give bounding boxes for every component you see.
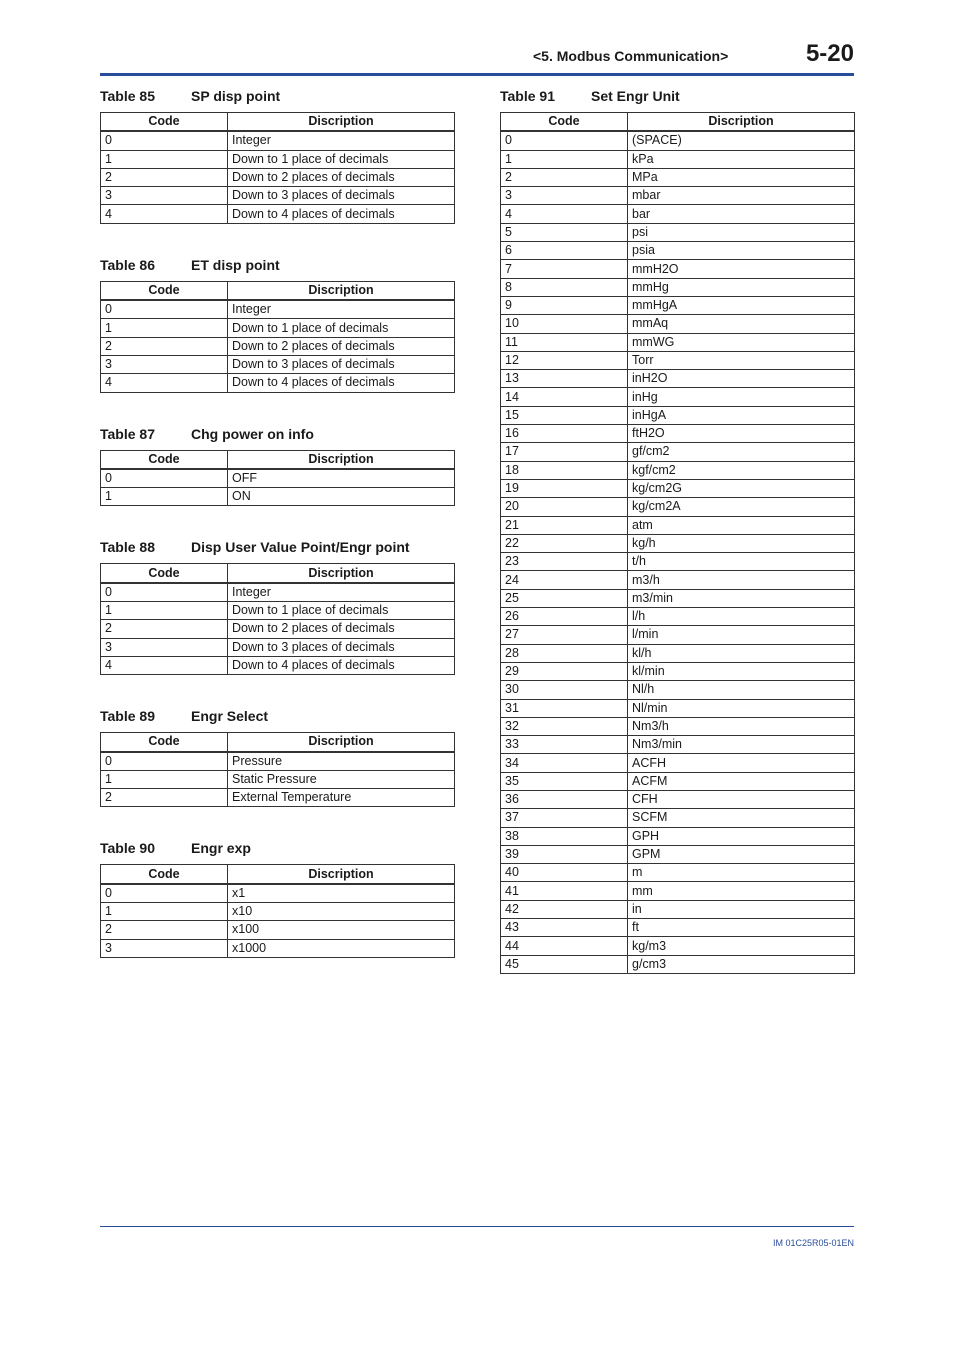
code-cell: 20: [501, 498, 628, 516]
code-cell: 43: [501, 919, 628, 937]
column-header-code: Code: [101, 113, 228, 132]
column-header-code: Code: [101, 450, 228, 469]
description-cell: x10: [228, 903, 455, 921]
table-row: [101, 884, 455, 903]
table-row: [501, 809, 855, 827]
description-cell: l/min: [628, 626, 855, 644]
description-cell: mmAq: [628, 315, 855, 333]
table-row: [101, 583, 455, 602]
table-block: [100, 708, 455, 807]
spacer: [100, 224, 455, 257]
table-caption: [100, 539, 455, 555]
table-caption: [100, 257, 455, 273]
description-cell: Static Pressure: [228, 770, 455, 788]
table-row: [101, 939, 455, 957]
table-row: [101, 168, 455, 186]
code-cell: 40: [501, 864, 628, 882]
description-cell: Integer: [228, 131, 455, 150]
section-title: <5. Modbus Communication>: [533, 48, 729, 64]
table-row: [101, 921, 455, 939]
column-header-description: Discription: [228, 733, 455, 752]
code-cell: 25: [501, 589, 628, 607]
code-cell: 2: [101, 789, 228, 807]
code-cell: 0: [101, 300, 228, 319]
code-cell: 2: [101, 620, 228, 638]
right-column: [500, 88, 855, 974]
table-header-row: [101, 865, 455, 884]
table-row: [501, 461, 855, 479]
data-table: [100, 450, 455, 507]
description-cell: m3/min: [628, 589, 855, 607]
description-cell: OFF: [228, 469, 455, 488]
data-table: [100, 563, 455, 675]
table-row: [501, 882, 855, 900]
spacer: [100, 675, 455, 708]
table-row: [501, 608, 855, 626]
table-number: Table 86: [100, 256, 155, 273]
table-row: [501, 681, 855, 699]
table-title: Disp User Value Point/Engr point: [191, 539, 410, 556]
description-cell: SCFM: [628, 809, 855, 827]
description-cell: kg/cm2G: [628, 479, 855, 497]
code-cell: 1: [101, 488, 228, 506]
code-cell: 42: [501, 900, 628, 918]
code-cell: 11: [501, 333, 628, 351]
table-block: [100, 426, 455, 507]
table-row: [501, 571, 855, 589]
table-row: [101, 620, 455, 638]
description-cell: GPH: [628, 827, 855, 845]
table-row: [501, 479, 855, 497]
column-header-description: Discription: [228, 113, 455, 132]
table-row: [501, 425, 855, 443]
table-row: [501, 388, 855, 406]
table-row: [101, 374, 455, 392]
description-cell: mmHgA: [628, 296, 855, 314]
data-table: [100, 112, 455, 224]
table-row: [501, 223, 855, 241]
table-row: [101, 300, 455, 319]
table-row: [101, 355, 455, 373]
code-cell: 27: [501, 626, 628, 644]
code-cell: 8: [501, 278, 628, 296]
description-cell: gf/cm2: [628, 443, 855, 461]
document-id: IM 01C25R05-01EN: [772, 1238, 854, 1248]
column-header-description: Discription: [228, 865, 455, 884]
description-cell: GPM: [628, 845, 855, 863]
description-cell: External Temperature: [228, 789, 455, 807]
description-cell: kg/m3: [628, 937, 855, 955]
table-row: [501, 242, 855, 260]
description-cell: mmHg: [628, 278, 855, 296]
column-header-description: Discription: [628, 113, 855, 132]
description-cell: Down to 1 place of decimals: [228, 150, 455, 168]
table-row: [501, 772, 855, 790]
data-table: [100, 732, 455, 807]
code-cell: 2: [101, 168, 228, 186]
footer-divider: [100, 1226, 854, 1227]
description-cell: Down to 4 places of decimals: [228, 656, 455, 674]
table-row: [501, 406, 855, 424]
code-cell: 1: [101, 903, 228, 921]
description-cell: mm: [628, 882, 855, 900]
description-cell: in: [628, 900, 855, 918]
description-cell: inHg: [628, 388, 855, 406]
column-header-description: Discription: [228, 281, 455, 300]
description-cell: x100: [228, 921, 455, 939]
table-caption: [100, 840, 455, 856]
table-row: [101, 488, 455, 506]
code-cell: 7: [501, 260, 628, 278]
code-cell: 31: [501, 699, 628, 717]
column-header-code: Code: [101, 281, 228, 300]
description-cell: psia: [628, 242, 855, 260]
left-column: [100, 88, 455, 958]
code-cell: 19: [501, 479, 628, 497]
code-cell: 33: [501, 736, 628, 754]
table-title: Chg power on info: [191, 425, 314, 442]
table-row: [101, 205, 455, 223]
spacer: [100, 807, 455, 840]
description-cell: mmWG: [628, 333, 855, 351]
code-cell: 26: [501, 608, 628, 626]
code-cell: 41: [501, 882, 628, 900]
code-cell: 44: [501, 937, 628, 955]
table-row: [501, 864, 855, 882]
table-row: [501, 315, 855, 333]
table-row: [501, 589, 855, 607]
code-cell: 4: [101, 374, 228, 392]
table-caption: [500, 88, 855, 104]
code-cell: 0: [101, 469, 228, 488]
description-cell: kl/h: [628, 644, 855, 662]
code-cell: 3: [501, 187, 628, 205]
table-caption: [100, 88, 455, 104]
spacer: [100, 506, 455, 539]
code-cell: 0: [101, 131, 228, 150]
code-cell: 21: [501, 516, 628, 534]
table-header-row: [101, 281, 455, 300]
description-cell: kgf/cm2: [628, 461, 855, 479]
table-header-row: [101, 564, 455, 583]
table-row: [501, 260, 855, 278]
column-header-description: Discription: [228, 564, 455, 583]
description-cell: mmH2O: [628, 260, 855, 278]
table-row: [501, 644, 855, 662]
description-cell: ON: [228, 488, 455, 506]
table-row: [501, 516, 855, 534]
table-row: [101, 638, 455, 656]
code-cell: 15: [501, 406, 628, 424]
description-cell: Down to 1 place of decimals: [228, 319, 455, 337]
description-cell: Down to 3 places of decimals: [228, 355, 455, 373]
table-row: [101, 131, 455, 150]
code-cell: 18: [501, 461, 628, 479]
description-cell: Integer: [228, 583, 455, 602]
table-number: Table 85: [100, 88, 155, 104]
table-row: [501, 662, 855, 680]
description-cell: psi: [628, 223, 855, 241]
table-row: [501, 131, 855, 150]
table-row: [501, 919, 855, 937]
code-cell: 3: [101, 939, 228, 957]
description-cell: Down to 2 places of decimals: [228, 620, 455, 638]
description-cell: ft: [628, 919, 855, 937]
description-cell: kg/h: [628, 534, 855, 552]
table-row: [501, 187, 855, 205]
code-cell: 30: [501, 681, 628, 699]
code-cell: 0: [101, 884, 228, 903]
code-cell: 22: [501, 534, 628, 552]
table-block: [100, 539, 455, 675]
description-cell: Nm3/h: [628, 717, 855, 735]
table-row: [501, 717, 855, 735]
table-row: [101, 656, 455, 674]
table-block: [100, 257, 455, 393]
table-row: [501, 278, 855, 296]
table-row: [101, 602, 455, 620]
description-cell: Down to 3 places of decimals: [228, 187, 455, 205]
description-cell: bar: [628, 205, 855, 223]
table-row: [501, 296, 855, 314]
data-table: [100, 281, 455, 393]
code-cell: 1: [501, 150, 628, 168]
description-cell: mbar: [628, 187, 855, 205]
description-cell: Torr: [628, 351, 855, 369]
table-header-row: [101, 733, 455, 752]
table-row: [101, 752, 455, 771]
description-cell: CFH: [628, 790, 855, 808]
description-cell: l/h: [628, 608, 855, 626]
table-row: [501, 955, 855, 973]
code-cell: 2: [101, 921, 228, 939]
description-cell: Pressure: [228, 752, 455, 771]
table-row: [101, 903, 455, 921]
code-cell: 39: [501, 845, 628, 863]
description-cell: atm: [628, 516, 855, 534]
description-cell: Nl/h: [628, 681, 855, 699]
code-cell: 3: [101, 187, 228, 205]
table-number: Table 89: [100, 708, 155, 725]
data-table: [500, 112, 855, 974]
description-cell: inHgA: [628, 406, 855, 424]
code-cell: 28: [501, 644, 628, 662]
code-cell: 3: [101, 638, 228, 656]
column-header-code: Code: [101, 865, 228, 884]
code-cell: 23: [501, 553, 628, 571]
description-cell: x1000: [228, 939, 455, 957]
table-row: [101, 469, 455, 488]
code-cell: 45: [501, 955, 628, 973]
table-caption: [100, 426, 455, 442]
code-cell: 24: [501, 571, 628, 589]
table-row: [501, 790, 855, 808]
table-row: [101, 319, 455, 337]
table-title: Engr exp: [191, 840, 251, 857]
code-cell: 3: [101, 355, 228, 373]
table-caption: [100, 708, 455, 724]
code-cell: 36: [501, 790, 628, 808]
code-cell: 35: [501, 772, 628, 790]
code-cell: 34: [501, 754, 628, 772]
code-cell: 1: [101, 602, 228, 620]
table-number: Table 87: [100, 425, 155, 442]
description-cell: Down to 1 place of decimals: [228, 602, 455, 620]
code-cell: 4: [101, 205, 228, 223]
table-row: [101, 337, 455, 355]
code-cell: 14: [501, 388, 628, 406]
table-row: [501, 333, 855, 351]
description-cell: ftH2O: [628, 425, 855, 443]
description-cell: Nm3/min: [628, 736, 855, 754]
table-row: [501, 205, 855, 223]
description-cell: MPa: [628, 168, 855, 186]
description-cell: Down to 3 places of decimals: [228, 638, 455, 656]
code-cell: 0: [101, 752, 228, 771]
code-cell: 32: [501, 717, 628, 735]
table-title: SP disp point: [191, 88, 281, 104]
header-divider: [100, 73, 854, 76]
table-row: [501, 443, 855, 461]
code-cell: 13: [501, 370, 628, 388]
description-cell: ACFM: [628, 772, 855, 790]
code-cell: 17: [501, 443, 628, 461]
table-block: [100, 88, 455, 224]
description-cell: Down to 2 places of decimals: [228, 168, 455, 186]
description-cell: t/h: [628, 553, 855, 571]
table-row: [501, 736, 855, 754]
data-table: [100, 864, 455, 957]
table-header-row: [501, 113, 855, 132]
code-cell: 0: [501, 131, 628, 150]
code-cell: 9: [501, 296, 628, 314]
description-cell: Nl/min: [628, 699, 855, 717]
table-row: [501, 168, 855, 186]
description-cell: (SPACE): [628, 131, 855, 150]
table-number: Table 90: [100, 840, 155, 857]
table-header-row: [101, 113, 455, 132]
table-row: [501, 534, 855, 552]
code-cell: 2: [101, 337, 228, 355]
description-cell: m3/h: [628, 571, 855, 589]
table-block: [100, 840, 455, 957]
code-cell: 29: [501, 662, 628, 680]
description-cell: Down to 2 places of decimals: [228, 337, 455, 355]
code-cell: 1: [101, 770, 228, 788]
description-cell: Down to 4 places of decimals: [228, 205, 455, 223]
code-cell: 4: [501, 205, 628, 223]
code-cell: 2: [501, 168, 628, 186]
code-cell: 6: [501, 242, 628, 260]
description-cell: kPa: [628, 150, 855, 168]
description-cell: x1: [228, 884, 455, 903]
table-row: [501, 845, 855, 863]
code-cell: 10: [501, 315, 628, 333]
table-row: [501, 937, 855, 955]
description-cell: Integer: [228, 300, 455, 319]
table-title: Set Engr Unit: [591, 88, 680, 104]
table-number: Table 88: [100, 539, 155, 556]
table-row: [101, 187, 455, 205]
code-cell: 1: [101, 319, 228, 337]
table-row: [501, 150, 855, 168]
column-header-code: Code: [101, 733, 228, 752]
table-row: [501, 827, 855, 845]
description-cell: inH2O: [628, 370, 855, 388]
code-cell: 37: [501, 809, 628, 827]
table-row: [501, 370, 855, 388]
table-row: [501, 498, 855, 516]
table-row: [501, 351, 855, 369]
table-row: [101, 789, 455, 807]
column-header-description: Discription: [228, 450, 455, 469]
code-cell: 1: [101, 150, 228, 168]
table-row: [101, 770, 455, 788]
table-title: Engr Select: [191, 708, 269, 725]
code-cell: 12: [501, 351, 628, 369]
page-number: 5-20: [805, 40, 854, 67]
code-cell: 38: [501, 827, 628, 845]
description-cell: kg/cm2A: [628, 498, 855, 516]
column-header-code: Code: [101, 564, 228, 583]
code-cell: 5: [501, 223, 628, 241]
spacer: [100, 393, 455, 426]
table-title: ET disp point: [191, 256, 280, 273]
column-header-code: Code: [501, 113, 628, 132]
description-cell: m: [628, 864, 855, 882]
description-cell: kl/min: [628, 662, 855, 680]
description-cell: Down to 4 places of decimals: [228, 374, 455, 392]
table-header-row: [101, 450, 455, 469]
description-cell: g/cm3: [628, 955, 855, 973]
table-row: [501, 553, 855, 571]
table-row: [501, 626, 855, 644]
table-row: [501, 900, 855, 918]
code-cell: 16: [501, 425, 628, 443]
table-row: [501, 699, 855, 717]
description-cell: ACFH: [628, 754, 855, 772]
table-number: Table 91: [500, 88, 555, 104]
table-row: [501, 754, 855, 772]
code-cell: 4: [101, 656, 228, 674]
table-row: [101, 150, 455, 168]
code-cell: 0: [101, 583, 228, 602]
table-block: [500, 88, 855, 974]
